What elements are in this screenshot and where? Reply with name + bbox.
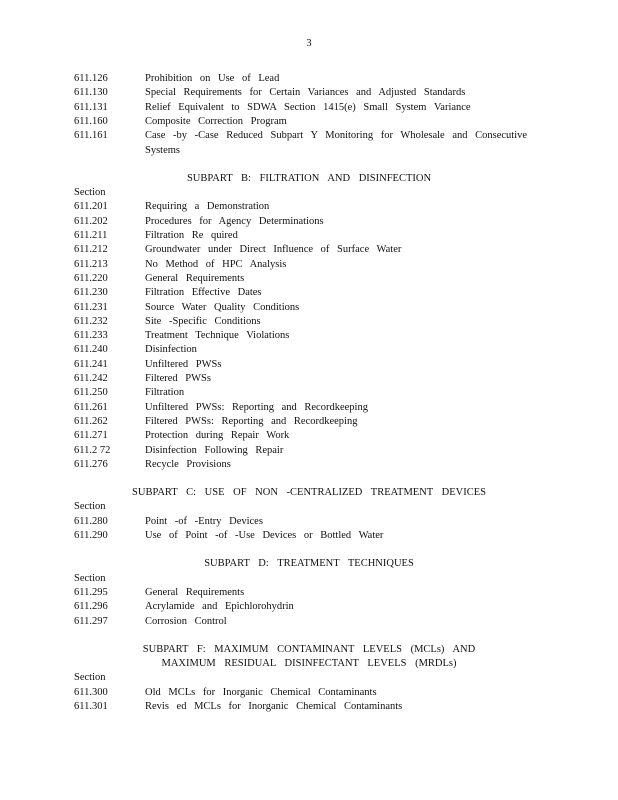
- section-number: 611.230: [74, 287, 108, 299]
- section-number: 611.202: [74, 215, 108, 227]
- section-title: Site -Specific Conditions: [145, 315, 261, 327]
- section-number: 611.297: [74, 615, 108, 627]
- section-title: Treatment Technique Violations: [145, 330, 290, 342]
- section-number: 611.211: [74, 230, 108, 241]
- section-title: Prohibition on Use of Lead: [145, 73, 280, 84]
- section-title: Relief Equivalent to SDWA Section 1415(e) Small System Variance: [145, 101, 471, 113]
- toc-entry: [74, 686, 377, 700]
- section-title: Use of Point -of -Use Devices or Bottled Water: [145, 530, 384, 541]
- section-number: 611.2 72: [74, 444, 111, 456]
- section-number: 611.290: [74, 530, 108, 541]
- toc-entry: [74, 386, 184, 400]
- section-number: 611.250: [74, 387, 108, 399]
- section-title: Recycle Provisions: [145, 458, 231, 470]
- section-title: Procedures for Agency Determinations: [145, 215, 324, 227]
- section-title: Point -of -Entry Devices: [145, 515, 263, 527]
- toc-entry: [74, 72, 279, 86]
- section-column-label: Section: [74, 672, 106, 684]
- section-title: General Requirements: [145, 272, 245, 284]
- section-title: Disinfection Following Repair: [145, 444, 284, 456]
- section-number: 611.201: [74, 201, 108, 213]
- toc-entry: [74, 315, 261, 329]
- section-number: 611.242: [74, 373, 108, 384]
- section-title: Special Requirements for Certain Variances and Adjusted Standards: [145, 87, 466, 99]
- toc-entry: [74, 372, 211, 386]
- section-title: Requiring a Demonstration: [145, 201, 270, 213]
- toc-entry: [74, 444, 283, 458]
- toc-entry: [74, 586, 244, 600]
- toc-entry: [74, 301, 299, 315]
- section-title: Disinfection: [145, 344, 197, 356]
- section-title: Old MCLs for Inorganic Chemical Contaminants: [145, 686, 377, 698]
- section-number: 611.301: [74, 701, 108, 712]
- toc-entry: [74, 215, 324, 229]
- toc-entry: [74, 101, 471, 115]
- subpart-heading: SUBPART D: TREATMENT TECHNIQUES: [204, 558, 414, 570]
- section-number: 611.300: [74, 686, 108, 698]
- subpart-heading: SUBPART C: USE OF NON -CENTRALIZED TREATMENT DEVICES: [132, 487, 486, 499]
- section-title: Filtration: [145, 387, 185, 399]
- section-column-label: Section: [74, 501, 106, 513]
- toc-entry: [74, 129, 527, 143]
- toc-entry: [74, 86, 465, 100]
- toc-entry: [74, 329, 289, 343]
- toc-entry: [74, 515, 263, 529]
- subpart-heading: SUBPART B: FILTRATION AND DISINFECTION: [186, 172, 432, 184]
- toc-entry: [74, 529, 383, 543]
- section-number: 611.295: [74, 586, 108, 598]
- section-number: 611.213: [74, 258, 108, 270]
- section-number: 611.130: [74, 87, 108, 99]
- section-title: Source Water Quality Conditions: [145, 301, 300, 313]
- section-number: 611.280: [74, 515, 108, 527]
- toc-entry: [74, 358, 221, 372]
- section-title: Filtered PWSs: Reporting and Recordkeeping: [145, 415, 358, 427]
- section-title: Filtration Effective Dates: [145, 287, 262, 299]
- section-column-label: Section: [74, 572, 106, 584]
- section-title: Acrylamide and Epichlorohydrin: [145, 601, 294, 613]
- section-title: Unfiltered PWSs: [145, 358, 222, 370]
- section-number: 611.262: [74, 415, 108, 427]
- section-number: 611.231: [74, 301, 108, 313]
- toc-entry: [74, 229, 238, 243]
- section-title: No Method of HPC Analysis: [145, 258, 287, 270]
- toc-entry: [74, 286, 262, 300]
- section-number: 611.232: [74, 315, 108, 327]
- section-number: 611.276: [74, 458, 108, 470]
- toc-entry: [74, 700, 402, 714]
- section-title: Protection during Repair Work: [145, 430, 290, 442]
- toc-entry: [74, 200, 269, 214]
- section-title: Composite Correction Program: [145, 115, 287, 127]
- section-title: Case -by -Case Reduced Subpart Y Monitoring for Wholesale and Consecutive: [145, 130, 528, 142]
- toc-entry: [74, 615, 227, 629]
- section-number: 611.161: [74, 130, 108, 142]
- section-title: Filtration Re quired: [145, 230, 238, 241]
- section-number: 611.241: [74, 358, 108, 370]
- toc-entry: [74, 258, 286, 272]
- section-column-label: Section: [74, 187, 106, 199]
- section-number: 611.160: [74, 115, 108, 127]
- section-title-continuation: Systems: [145, 144, 181, 156]
- toc-entry: [74, 415, 357, 429]
- page-number: 3: [306, 38, 312, 49]
- section-title: Revis ed MCLs for Inorganic Chemical Contaminants: [145, 701, 403, 712]
- subpart-heading: MAXIMUM RESIDUAL DISINFECTANT LEVELS (MRDLs): [161, 658, 457, 670]
- section-title: Corrosion Control: [145, 615, 227, 627]
- section-title: Groundwater under Direct Influence of Surface Water: [145, 244, 402, 256]
- section-number: 611.261: [74, 401, 108, 413]
- section-number: 611.296: [74, 601, 108, 613]
- section-number: 611.131: [74, 101, 108, 113]
- toc-entry: [74, 458, 231, 472]
- section-title: Filtered PWSs: [145, 373, 211, 384]
- section-number: 611.271: [74, 430, 108, 442]
- toc-entry: [74, 429, 289, 443]
- subpart-heading: SUBPART F: MAXIMUM CONTAMINANT LEVELS (MCLs) AND: [142, 643, 476, 655]
- section-number: 611.233: [74, 330, 108, 342]
- toc-entry: [74, 343, 197, 357]
- section-number: 611.126: [74, 73, 108, 84]
- section-number: 611.240: [74, 344, 108, 356]
- section-number: 611.220: [74, 272, 108, 284]
- toc-entry: [74, 272, 244, 286]
- section-title: Unfiltered PWSs: Reporting and Recordkeeping: [145, 401, 368, 413]
- section-number: 611.212: [74, 244, 108, 256]
- toc-entry: [74, 600, 294, 614]
- toc-entry: [74, 401, 368, 415]
- toc-entry: [74, 115, 287, 129]
- section-title: General Requirements: [145, 586, 245, 598]
- toc-entry: [74, 243, 401, 257]
